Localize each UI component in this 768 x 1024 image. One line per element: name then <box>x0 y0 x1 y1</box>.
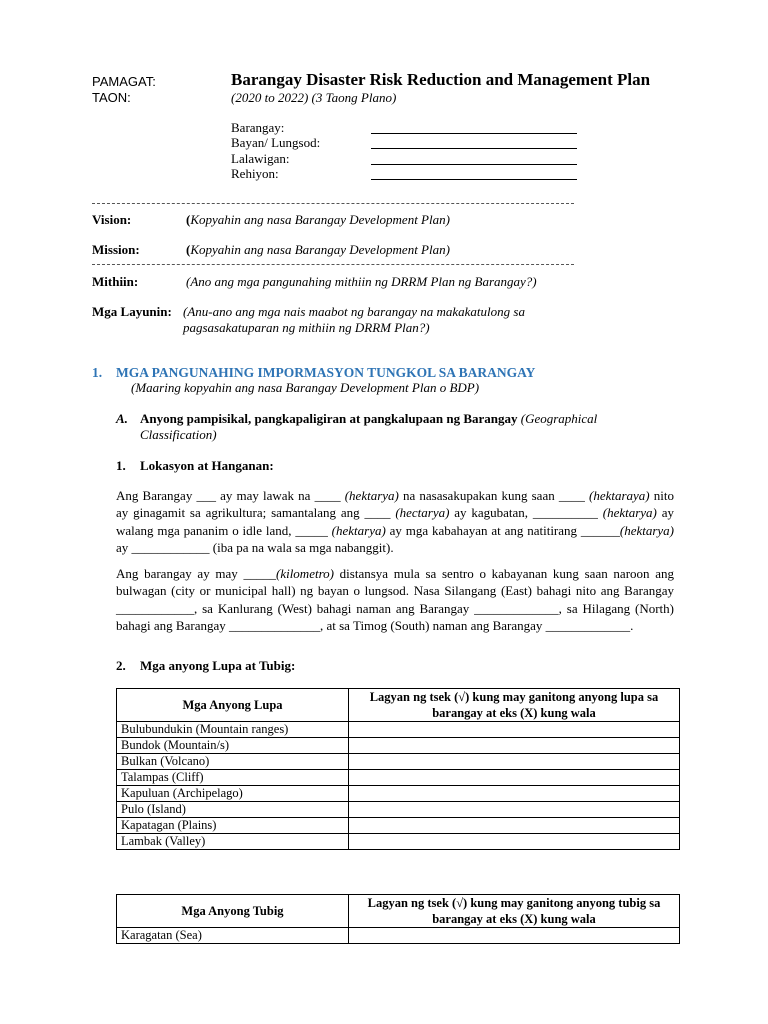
subA-title: Anyong pampisikal, pangkapaligiran at pangkalupaan ng Barangay <box>140 411 518 426</box>
anyong-lupa-table <box>116 688 680 850</box>
check-cell[interactable] <box>349 722 680 738</box>
subA-english-2: Classification) <box>140 427 217 442</box>
anyong-tubig-table <box>116 894 680 944</box>
vision-label: Vision: <box>92 212 132 227</box>
row-label: Bulkan (Volcano) <box>117 754 349 770</box>
mission-label: Mission: <box>92 242 140 257</box>
row-label: Bulubundukin (Mountain ranges) <box>117 722 349 738</box>
mission-open-paren: ( <box>186 242 191 257</box>
table-row <box>117 818 680 834</box>
check-cell[interactable] <box>349 754 680 770</box>
subA-title-line <box>140 411 597 427</box>
paragraph-distansya <box>116 565 674 634</box>
check-cell[interactable] <box>349 786 680 802</box>
p1-e: nito ay ginagamit sa agrikultura; samantalang ang ____ <box>116 488 674 521</box>
check-cell[interactable] <box>349 770 680 786</box>
divider-line <box>92 264 574 265</box>
p2-b: (kilometro) <box>275 566 334 581</box>
bayan-field[interactable] <box>371 136 577 149</box>
check-cell[interactable] <box>349 818 680 834</box>
p1-c: na nasasakupakan kung saan ____ <box>398 488 589 503</box>
vision-open-paren: ( <box>186 212 191 227</box>
p1-m: ay ____________ (iba pa na wala sa mga nabanggit). <box>116 539 394 555</box>
p1-a: Ang Barangay ___ ay may lawak na ____ <box>116 488 345 503</box>
rehiyon-field[interactable] <box>371 167 577 180</box>
table-row <box>117 928 680 944</box>
row-label: Pulo (Island) <box>117 802 349 818</box>
table-row <box>117 754 680 770</box>
pamagat-label: PAMAGAT: <box>92 74 156 89</box>
column-header: Mga Anyong Tubig <box>117 895 349 928</box>
table-row <box>117 770 680 786</box>
row-label: Kapuluan (Archipelago) <box>117 786 349 802</box>
column-header: Lagyan ng tsek (√) kung may ganitong anyong lupa sa barangay at eks (X) kung wala <box>349 689 680 722</box>
mithiin-text: (Ano ang mga pangunahing mithiin ng DRRM Plan ng Barangay?) <box>186 274 537 289</box>
item2-number: 2. <box>116 658 126 673</box>
table-row <box>117 738 680 754</box>
bayan-label: Bayan/ Lungsod: <box>231 135 321 150</box>
item1-title: Lokasyon at Hanganan: <box>140 458 274 473</box>
vision-body: Kopyahin ang nasa Barangay Development Plan) <box>190 212 450 227</box>
p2-c: distansya mula sa sentro o kabayanan kung saan naroon ang bulwagan (city or municipal hall) ng bayan o lungsod. Nasa Silangang (East) bahagi nito ang Barangay ____________, sa Kanlurang (West) bahagi naman ang Barangay _____________, sa Hilagang (North) bahagi ang Barangay ______________, at sa Timog (South) naman ang Barangay _____________. <box>116 566 674 633</box>
column-header: Mga Anyong Lupa <box>117 689 349 722</box>
lalawigan-field[interactable] <box>371 152 577 165</box>
row-label: Karagatan (Sea) <box>117 928 349 944</box>
table-row <box>117 722 680 738</box>
row-label: Lambak (Valley) <box>117 834 349 850</box>
p1-d: (hektaraya) <box>588 488 650 503</box>
taon-label: TAON: <box>92 90 131 105</box>
lalawigan-label: Lalawigan: <box>231 151 290 166</box>
divider-line <box>92 203 574 204</box>
item1-number: 1. <box>116 458 126 473</box>
layunin-label: Mga Layunin: <box>92 304 172 319</box>
p1-i: ay walang mga pananim o idle land, _____ <box>116 505 674 538</box>
p1-k: ay mga kabahayan at ang natitirang ______ <box>385 522 620 538</box>
row-label: Kapatagan (Plains) <box>117 818 349 834</box>
subA-english-1: (Geographical <box>520 411 598 426</box>
table-row <box>117 802 680 818</box>
table-header-row <box>117 689 680 722</box>
p1-l: (hektarya) <box>619 522 675 538</box>
mission-body: Kopyahin ang nasa Barangay Development Plan) <box>190 242 450 257</box>
layunin-line1: (Anu-ano ang mga nais maabot ng barangay na makakatulong sa <box>183 304 525 319</box>
section1-note: (Maaring kopyahin ang nasa Barangay Development Plan o BDP) <box>131 380 480 395</box>
p1-j: (hektarya) <box>331 522 386 538</box>
paragraph-lawak <box>116 487 674 556</box>
barangay-label: Barangay: <box>231 120 285 135</box>
document-title: Barangay Disaster Risk Reduction and Management Plan <box>231 70 651 89</box>
document-subtitle: (2020 to 2022) (3 Taong Plano) <box>231 90 397 105</box>
check-cell[interactable] <box>349 738 680 754</box>
vision-text <box>186 212 450 228</box>
check-cell[interactable] <box>349 834 680 850</box>
item2-title: Mga anyong Lupa at Tubig: <box>140 658 296 673</box>
row-label: Bundok (Mountain/s) <box>117 738 349 754</box>
subA-letter: A. <box>116 411 128 426</box>
p2-a: Ang barangay ay may _____ <box>116 566 276 581</box>
section1-number: 1. <box>92 365 103 380</box>
barangay-field[interactable] <box>371 121 577 134</box>
table-header-row <box>117 895 680 928</box>
layunin-line2: pagsasakatuparan ng mithiin ng DRRM Plan?) <box>183 320 430 335</box>
check-cell[interactable] <box>349 928 680 944</box>
p1-f: (hectarya) <box>395 505 450 521</box>
mithiin-label: Mithiin: <box>92 274 139 289</box>
rehiyon-label: Rehiyon: <box>231 166 279 181</box>
table-row <box>117 786 680 802</box>
section1-title: MGA PANGUNAHING IMPORMASYON TUNGKOL SA BARANGAY <box>116 365 536 380</box>
check-cell[interactable] <box>349 802 680 818</box>
mission-text <box>186 242 450 258</box>
column-header: Lagyan ng tsek (√) kung may ganitong anyong tubig sa barangay at eks (X) kung wala <box>349 895 680 928</box>
p1-b: (hektarya) <box>344 488 399 503</box>
table-row <box>117 834 680 850</box>
row-label: Talampas (Cliff) <box>117 770 349 786</box>
p1-g: ay kagubatan, __________ <box>449 505 603 521</box>
p1-h: (hektarya) <box>602 505 657 521</box>
